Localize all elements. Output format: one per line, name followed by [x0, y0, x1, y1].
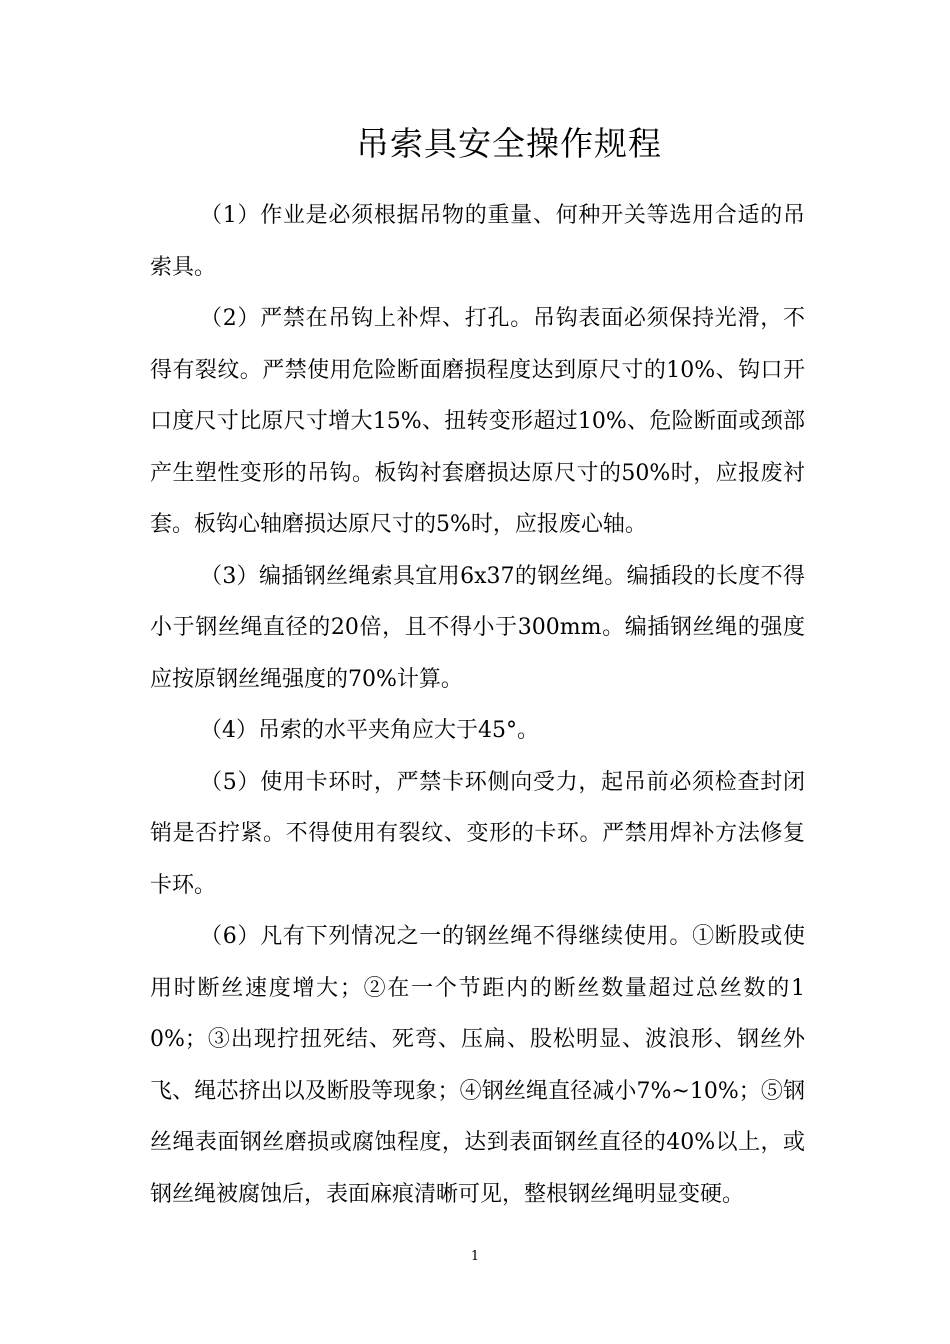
- paragraph-2: （2）严禁在吊钩上补焊、打孔。吊钩表面必须保持光滑，不得有裂纹。严禁使用危险断面磨损程度达到原尺寸的10%、钩口开口度尺寸比原尺寸增大15%、扭转变形超过10%、危险断面或颈部产生塑性变形的吊钩。板钩衬套磨损达原尺寸的50%时，应报废衬套。板钩心轴磨损达原尺寸的5%时，应报废心轴。: [150, 306, 805, 537]
- document-body: [150, 190, 805, 1220]
- paragraph-5: （5）使用卡环时，严禁卡环侧向受力，起吊前必须检查封闭销是否拧紧。不得使用有裂纹、变形的卡环。严禁用焊补方法修复卡环。: [150, 769, 805, 898]
- paragraph-1: （1）作业是必须根据吊物的重量、何种开关等选用合适的吊索具。: [150, 203, 805, 280]
- paragraph-4: （4）吊索的水平夹角应大于45°。: [200, 718, 539, 743]
- paragraph-3: （3）编插钢丝绳索具宜用6x37的钢丝绳。编插段的长度不得小于钢丝绳直径的20倍，且不得小于300mm。编插钢丝绳的强度应按原钢丝绳强度的70%计算。: [150, 563, 805, 692]
- document-title: 吊索具安全操作规程: [356, 124, 662, 163]
- page-number: 1: [470, 1249, 480, 1264]
- paragraph-6: （6）凡有下列情况之一的钢丝绳不得继续使用。①断股或使用时断丝速度增大；②在一个节距内的断丝数量超过总丝数的10%；③出现拧扭死结、死弯、压扁、股松明显、波浪形、钢丝外飞、绳芯挤出以及断股等现象；④钢丝绳直径减小7%~10%；⑤钢丝绳表面钢丝磨损或腐蚀程度，达到表面钢丝直径的40%以上，或钢丝绳被腐蚀后，表面麻痕清晰可见，整根钢丝绳明显变硬。: [150, 924, 805, 1207]
